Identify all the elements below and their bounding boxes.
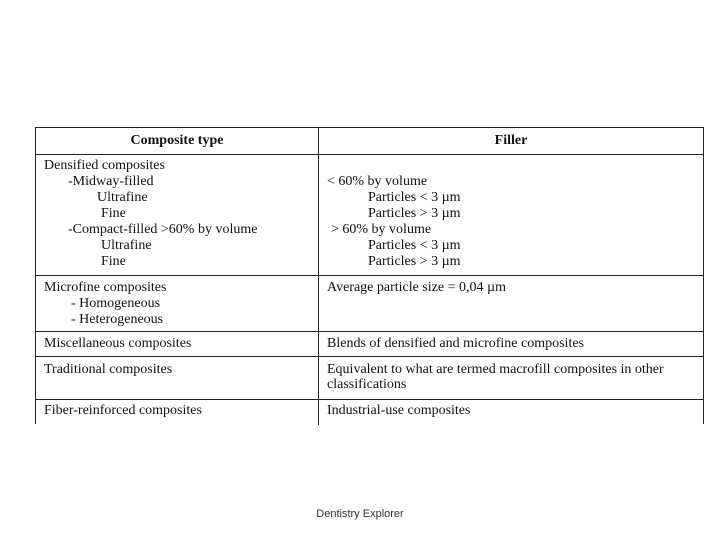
type-line: Fine	[101, 254, 126, 269]
type-line: Microfine composites	[44, 280, 167, 295]
composite-classification-table	[35, 127, 704, 424]
table-row	[36, 276, 703, 332]
filler-line: Particles > 3 µm	[368, 206, 461, 221]
filler-line: Particles > 3 µm	[368, 254, 461, 269]
composite-type-cell	[36, 357, 318, 399]
table-row	[36, 155, 703, 276]
composite-type-cell	[36, 332, 318, 356]
filler-text: Equivalent to what are termed macrofill composites in other classifications	[327, 362, 664, 392]
filler-line: > 60% by volume	[331, 222, 432, 237]
composite-type-cell	[36, 400, 318, 425]
composite-type-cell	[36, 276, 318, 331]
table-row	[36, 357, 703, 400]
filler-cell	[319, 400, 703, 425]
type-line: Traditional composites	[44, 362, 173, 377]
filler-line: Blends of densified and microfine composites	[327, 336, 584, 351]
type-line: Fiber-reinforced composites	[44, 403, 202, 418]
filler-line: Industrial-use composites	[327, 403, 471, 418]
type-line: Fine	[101, 206, 126, 221]
table-header-row	[36, 128, 703, 155]
type-line: Miscellaneous composites	[44, 336, 192, 351]
type-line: Densified composites	[44, 158, 165, 173]
filler-cell	[319, 276, 703, 331]
filler-cell	[319, 155, 703, 275]
header-composite-type: Composite type	[130, 133, 224, 148]
composite-type-cell	[36, 155, 318, 275]
filler-line: Particles < 3 µm	[368, 238, 461, 253]
filler-cell	[319, 357, 703, 399]
type-line: - Homogeneous	[71, 296, 161, 311]
type-line: Ultrafine	[101, 238, 152, 253]
header-filler: Filler	[494, 133, 528, 148]
filler-line: < 60% by volume	[327, 174, 428, 189]
filler-cell	[319, 332, 703, 356]
type-line: Ultrafine	[97, 190, 148, 205]
type-line: -Midway-filled	[68, 174, 154, 189]
table-row	[36, 400, 703, 425]
filler-line: Average particle size = 0,04 µm	[327, 280, 506, 295]
slide-footer: Dentistry Explorer	[316, 508, 404, 520]
type-line: -Compact-filled >60% by volume	[68, 222, 258, 237]
table-row	[36, 332, 703, 357]
type-line: - Heterogeneous	[71, 312, 164, 327]
filler-line: Particles < 3 µm	[368, 190, 461, 205]
